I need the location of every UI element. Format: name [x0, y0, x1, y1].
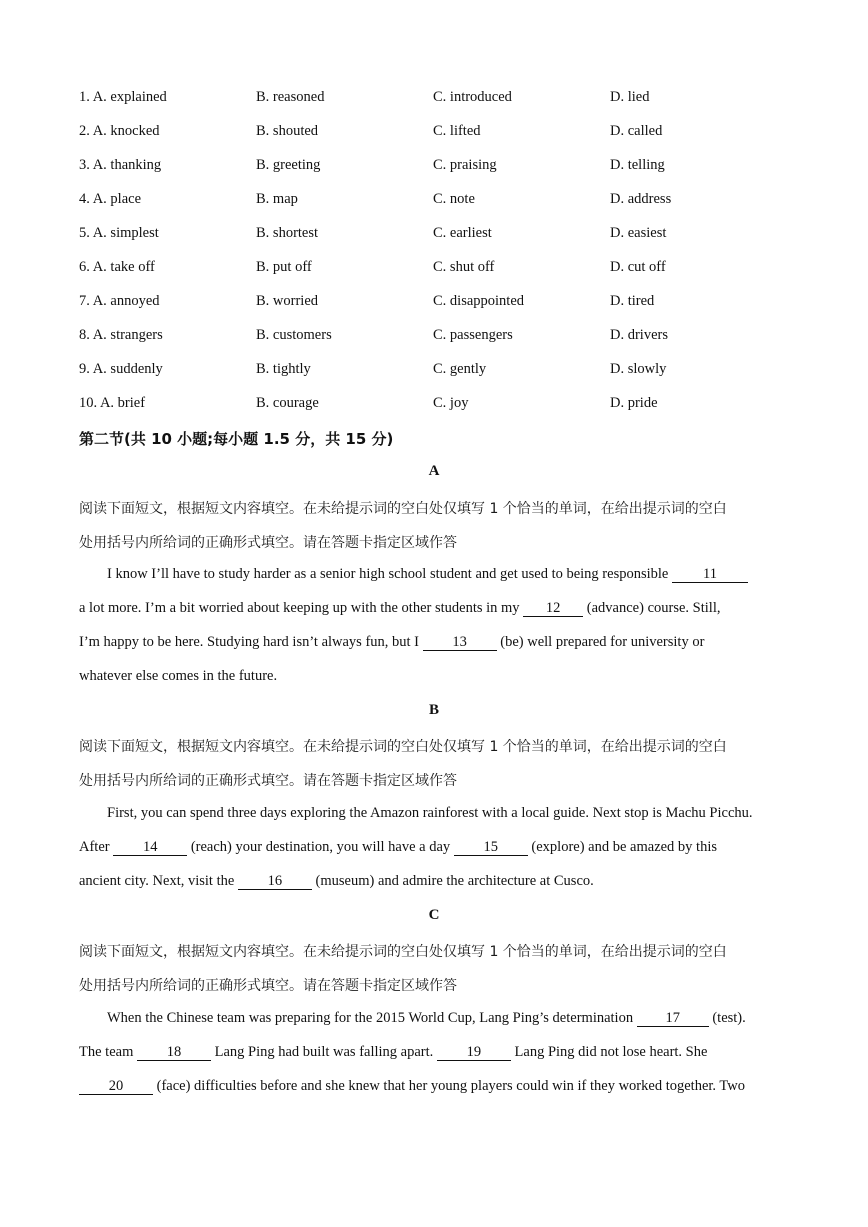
option-b: B. shortest	[256, 225, 319, 241]
passage-text: (test).	[708, 1010, 746, 1026]
passage-text: (museum) and admire the architecture at Cusco.	[311, 873, 594, 889]
passage-a-line-3	[79, 634, 799, 651]
option-c: C. earliest	[433, 225, 492, 241]
passage-a-line-4: whatever else comes in the future.	[79, 668, 278, 684]
option-b: B. map	[256, 191, 298, 207]
passage-text: (be) well prepared for university or	[496, 634, 705, 650]
option-b: B. courage	[256, 395, 319, 411]
option-a: 6. A. take off	[79, 259, 155, 275]
instruction-line-1: 阅读下面短文，根据短文内容填空。在未给提示词的空白处仅填写 1 个恰当的单词，在给出提示词的空白	[79, 501, 727, 517]
blank-13[interactable]: 13	[423, 634, 497, 651]
option-a: 3. A. thanking	[79, 157, 162, 173]
option-row-7	[79, 293, 799, 313]
passage-c-line-1	[107, 1010, 827, 1027]
option-b: B. put off	[256, 259, 312, 275]
passage-text: (explore) and be amazed by this	[527, 839, 718, 855]
passage-text: a lot more. I’m a bit worried about keeping up with the other students in my	[79, 600, 524, 616]
option-c: C. joy	[433, 395, 469, 411]
option-d: D. slowly	[610, 361, 667, 377]
option-c: C. disappointed	[433, 293, 525, 309]
passage-text: When the Chinese team was preparing for the 2015 World Cup, Lang Ping’s determination	[107, 1010, 637, 1026]
instruction-line-2: 处用括号内所给词的正确形式填空。请在答题卡指定区域作答	[79, 978, 457, 994]
instruction-line-1: 阅读下面短文，根据短文内容填空。在未给提示词的空白处仅填写 1 个恰当的单词，在给出提示词的空白	[79, 944, 727, 960]
blank-18[interactable]: 18	[137, 1044, 211, 1061]
part-b-label: B	[428, 702, 439, 718]
option-a: 2. A. knocked	[79, 123, 160, 139]
option-a: 8. A. strangers	[79, 327, 163, 343]
passage-text: I’m happy to be here. Studying hard isn’t always fun, but I	[79, 634, 423, 650]
option-d: D. tired	[610, 293, 655, 309]
option-c: C. lifted	[433, 123, 481, 139]
option-d: D. address	[610, 191, 672, 207]
blank-15[interactable]: 15	[454, 839, 528, 856]
option-row-3	[79, 157, 799, 177]
option-row-6	[79, 259, 799, 279]
blank-20[interactable]: 20	[79, 1078, 153, 1095]
passage-text: ancient city. Next, visit the	[79, 873, 238, 889]
option-d: D. telling	[610, 157, 665, 173]
option-row-1	[79, 89, 799, 109]
option-c: C. note	[433, 191, 475, 207]
passage-text: (face) difficulties before and she knew that her young players could win if they worked together. Two	[153, 1078, 745, 1094]
blank-11[interactable]: 11	[672, 566, 748, 583]
passage-b-line-3	[79, 873, 799, 890]
option-a: 5. A. simplest	[79, 225, 159, 241]
passage-c-line-3	[79, 1078, 799, 1095]
option-c: C. praising	[433, 157, 497, 173]
option-d: D. cut off	[610, 259, 666, 275]
option-b: B. tightly	[256, 361, 311, 377]
option-a: 1. A. explained	[79, 89, 167, 105]
passage-text: After	[79, 839, 114, 855]
blank-14[interactable]: 14	[113, 839, 187, 856]
blank-19[interactable]: 19	[437, 1044, 511, 1061]
passage-text: I know I’ll have to study harder as a senior high school student and get used to being responsible	[107, 566, 672, 582]
passage-a-line-2	[79, 600, 799, 617]
part-c-label: C	[428, 907, 440, 923]
part-a-label: A	[428, 463, 440, 479]
passage-text: (reach) your destination, you will have a day	[187, 839, 454, 855]
instruction-line-1: 阅读下面短文，根据短文内容填空。在未给提示词的空白处仅填写 1 个恰当的单词，在给出提示词的空白	[79, 739, 727, 755]
option-a: 10. A. brief	[79, 395, 146, 411]
option-b: B. greeting	[256, 157, 321, 173]
option-row-2	[79, 123, 799, 143]
option-row-5	[79, 225, 799, 245]
option-b: B. shouted	[256, 123, 319, 139]
passage-text: The team	[79, 1044, 137, 1060]
passage-b-line-1: First, you can spend three days exploring the Amazon rainforest with a local guide. Next stop is Machu Picchu.	[107, 805, 753, 821]
option-d: D. drivers	[610, 327, 668, 343]
passage-text: Lang Ping did not lose heart. She	[510, 1044, 708, 1060]
option-a: 4. A. place	[79, 191, 142, 207]
passage-b-line-2	[79, 839, 799, 856]
option-b: B. customers	[256, 327, 332, 343]
option-row-10	[79, 395, 799, 415]
option-a: 7. A. annoyed	[79, 293, 160, 309]
blank-12[interactable]: 12	[523, 600, 583, 617]
option-d: D. pride	[610, 395, 658, 411]
passage-a-line-1	[107, 566, 827, 583]
option-d: D. called	[610, 123, 663, 139]
option-a: 9. A. suddenly	[79, 361, 163, 377]
option-c: C. passengers	[433, 327, 513, 343]
option-c: C. gently	[433, 361, 487, 377]
option-d: D. easiest	[610, 225, 667, 241]
blank-16[interactable]: 16	[238, 873, 312, 890]
instruction-line-2: 处用括号内所给词的正确形式填空。请在答题卡指定区域作答	[79, 535, 457, 551]
option-row-8	[79, 327, 799, 347]
option-c: C. shut off	[433, 259, 495, 275]
instruction-line-2: 处用括号内所给词的正确形式填空。请在答题卡指定区域作答	[79, 773, 457, 789]
option-row-4	[79, 191, 799, 211]
option-d: D. lied	[610, 89, 650, 105]
option-b: B. worried	[256, 293, 319, 309]
option-c: C. introduced	[433, 89, 512, 105]
section-heading: 第二节(共 10 小题;每小题 1.5 分，共 15 分)	[79, 430, 394, 448]
passage-text: Lang Ping had built was falling apart.	[210, 1044, 437, 1060]
passage-c-line-2	[79, 1044, 799, 1061]
option-row-9	[79, 361, 799, 381]
passage-text: (advance) course. Still,	[583, 600, 721, 616]
option-b: B. reasoned	[256, 89, 325, 105]
blank-17[interactable]: 17	[637, 1010, 709, 1027]
